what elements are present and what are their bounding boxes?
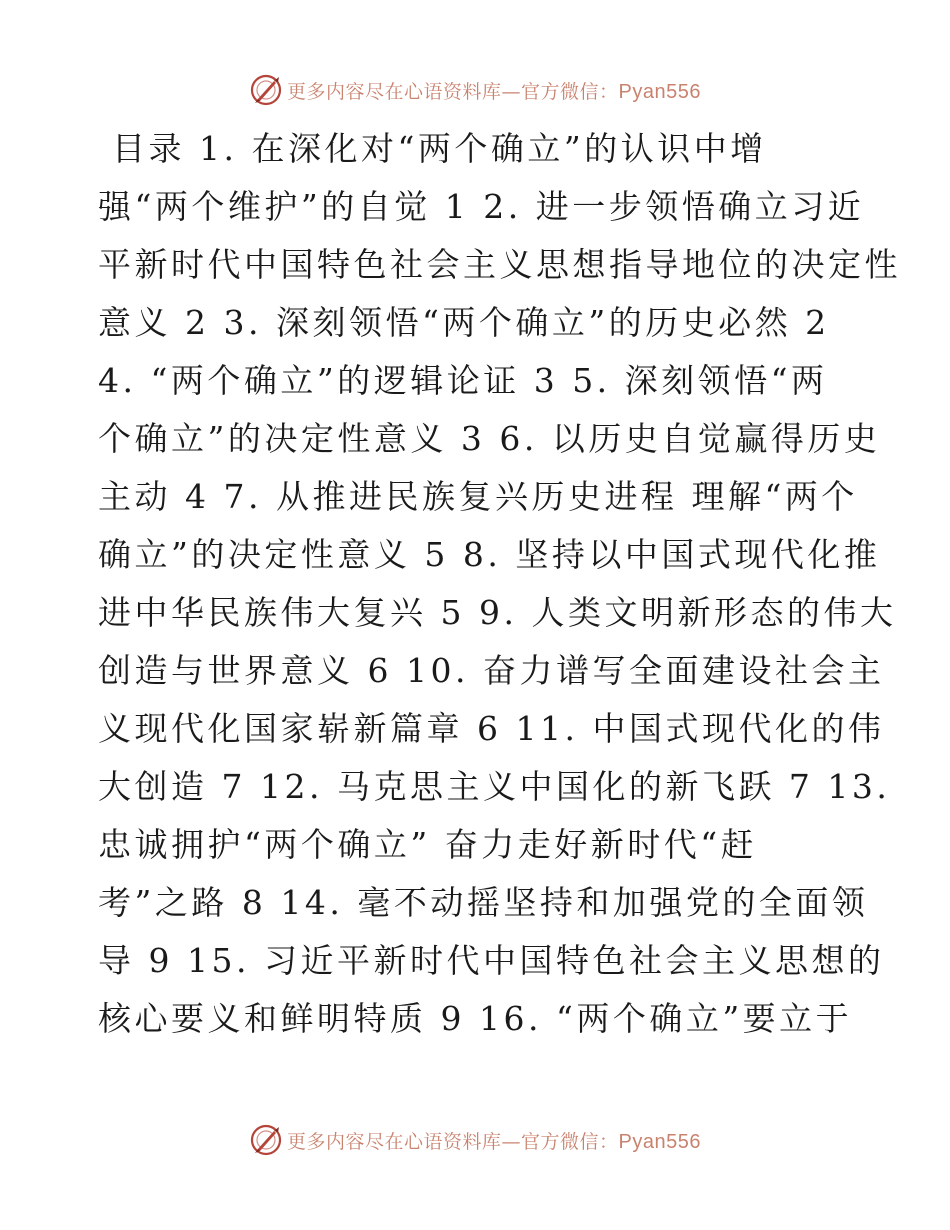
watermark-text	[287, 1127, 701, 1154]
toc-line: 大创造 7 12. 马克思主义中国化的新飞跃 7 13.	[98, 767, 891, 806]
quill-pen-logo-icon	[249, 1123, 283, 1157]
toc-line: 主动 4 7. 从推进民族复兴历史进程 理解“两个	[98, 477, 858, 516]
watermark-site-text: 更多内容尽在心语资料库	[287, 80, 502, 103]
toc-line: 进中华民族伟大复兴 5 9. 人类文明新形态的伟大	[98, 593, 897, 632]
watermark-separator: —	[501, 1130, 522, 1153]
toc-line: 强“两个维护”的自觉 1 2. 进一步领悟确立习近	[98, 187, 865, 226]
toc-line: 义现代化国家崭新篇章 6 11. 中国式现代化的伟	[98, 709, 885, 748]
watermark-site-text: 更多内容尽在心语资料库	[287, 1130, 502, 1153]
toc-line: 4. “两个确立”的逻辑论证 3 5. 深刻领悟“两	[98, 361, 828, 400]
quill-pen-logo-icon	[249, 73, 283, 107]
toc-line: 目录 1. 在深化对“两个确立”的认识中增	[112, 129, 767, 168]
watermark-wechat-id: Pyan556	[618, 80, 701, 103]
toc-line: 导 9 15. 习近平新时代中国特色社会主义思想的	[98, 941, 885, 980]
toc-line: 考”之路 8 14. 毫不动摇坚持和加强党的全面领	[98, 883, 869, 922]
footer-watermark	[0, 1120, 950, 1160]
toc-line: 平新时代中国特色社会主义思想指导地位的决定性	[98, 245, 901, 284]
watermark-wechat-label: 官方微信：	[521, 1130, 619, 1153]
watermark-wechat-label: 官方微信：	[521, 80, 619, 103]
watermark-wechat-id: Pyan556	[618, 1130, 701, 1153]
toc-line: 核心要义和鲜明特质 9 16. “两个确立”要立于	[98, 999, 853, 1038]
toc-line: 创造与世界意义 6 10. 奋力谱写全面建设社会主	[98, 651, 885, 690]
toc-line: 个确立”的决定性意义 3 6. 以历史自觉赢得历史	[98, 419, 881, 458]
table-of-contents	[98, 120, 901, 1048]
watermark-separator: —	[501, 80, 522, 103]
header-watermark	[0, 70, 950, 110]
toc-line: 确立”的决定性意义 5 8. 坚持以中国式现代化推	[98, 535, 881, 574]
watermark-text	[287, 77, 701, 104]
toc-line: 意义 2 3. 深刻领悟“两个确立”的历史必然 2	[98, 303, 830, 342]
toc-line: 忠诚拥护“两个确立” 奋力走好新时代“赶	[98, 825, 758, 864]
